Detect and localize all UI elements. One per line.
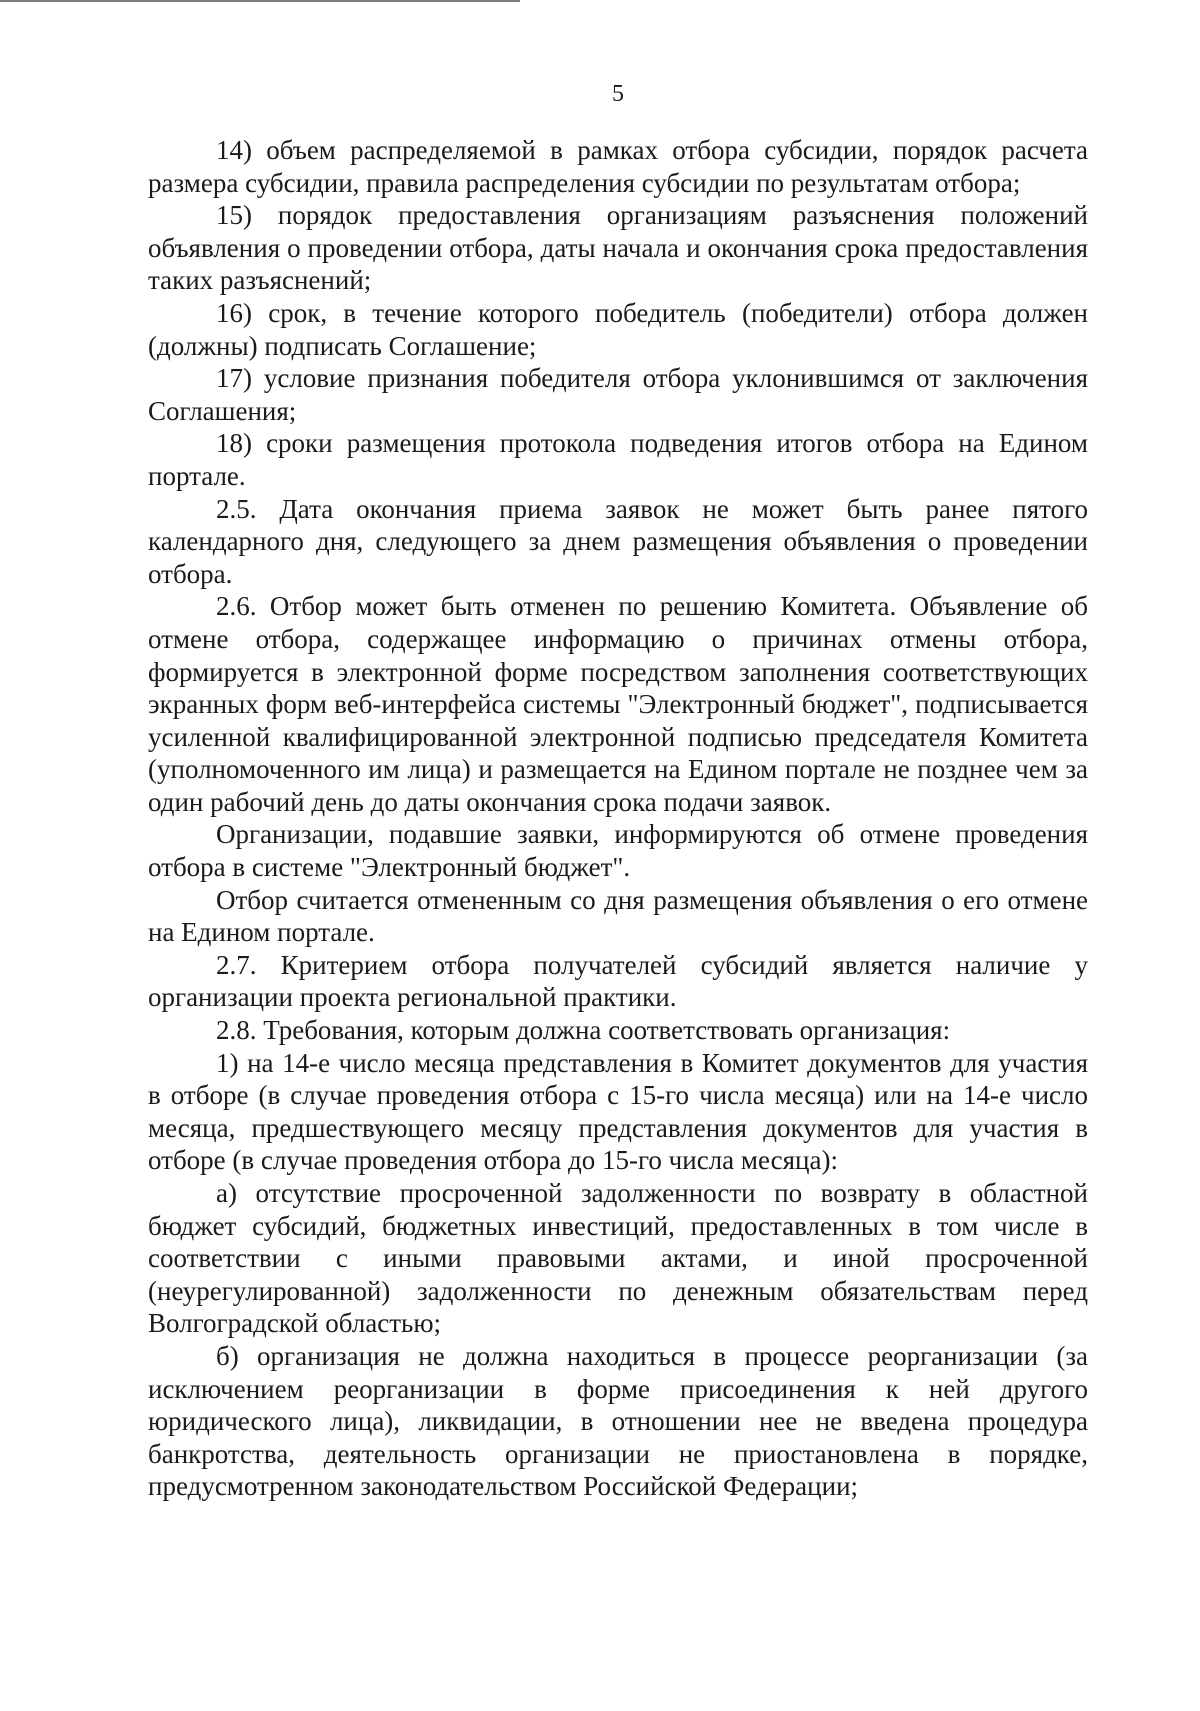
paragraph-2-7: 2.7. Критерием отбора получателей субсидий является наличие у организации проекта региональной практики. xyxy=(148,949,1088,1013)
paragraph-2-6-notice: Организации, подавшие заявки, информируются об отмене проведения отбора в системе "Электронный бюджет". xyxy=(148,819,1088,883)
page-number: 5 xyxy=(612,81,624,107)
paragraph-16: 16) срок, в течение которого победитель (победители) отбора должен (должны) подписать Соглашение; xyxy=(148,297,1088,361)
paragraph-2-5: 2.5. Дата окончания приема заявок не может быть ранее пятого календарного дня, следующего за днем размещения объявления о проведении отбора. xyxy=(148,493,1088,589)
paragraph-17: 17) условие признания победителя отбора уклонившимся от заключения Соглашения; xyxy=(148,363,1088,426)
paragraph-2-8-1-b: б) организация не должна находиться в процессе реорганизации (за исключением реорганизации в форме присоединения к ней другого юридического лица), ликвидации, в отношении нее не введена процедура банкротства, деятельность организации не приостановлена в порядке, предусмотренном законодательством Российской Федерации; xyxy=(148,1340,1088,1502)
paragraph-2-8-1: 1) на 14-е число месяца представления в Комитет документов для участия в отборе (в случае проведения отбора с 15-го числа месяца) или на 14-е число месяца, предшествующего месяцу представления документов для участия в отборе (в случае проведения отбора до 15-го числа месяца): xyxy=(148,1047,1088,1176)
paragraph-2-8-1-a: а) отсутствие просроченной задолженности по возврату в областной бюджет субсидий, бюджетных инвестиций, предоставленных в том числе в соответствии с иными правовыми актами, и иной просроченной (неурегулированной) задолженности по денежным обязательствам перед Волгоградской областью; xyxy=(148,1178,1088,1339)
paragraph-14: 14) объем распределяемой в рамках отбора субсидии, порядок расчета размера субсидии, правила распределения субсидии по результатам отбора; xyxy=(148,135,1088,198)
paragraph-2-6-cancelled: Отбор считается отмененным со дня размещения объявления о его отмене на Едином портале. xyxy=(148,884,1088,948)
paragraph-18: 18) сроки размещения протокола подведения итогов отбора на Едином портале. xyxy=(148,428,1088,491)
paragraph-15: 15) порядок предоставления организациям разъяснения положений объявления о проведении отбора, даты начала и окончания срока предоставления таких разъяснений; xyxy=(148,200,1088,296)
scan-edge-line xyxy=(0,0,520,2)
paragraph-2-6: 2.6. Отбор может быть отменен по решению Комитета. Объявление об отмене отбора, содержащее информацию о причинах отмены отбора, формируется в электронной форме посредством заполнения соответствующих экранных форм веб-интерфейса системы "Электронный бюджет", подписывается усиленной квалифицированной электронной подписью председателя Комитета (уполномоченного им лица) и размещается на Едином портале не позднее чем за один рабочий день до даты окончания срока подачи заявок. xyxy=(148,591,1088,817)
paragraph-2-8: 2.8. Требования, которым должна соответствовать организация: xyxy=(216,1015,951,1046)
document-page xyxy=(148,78,1088,1503)
